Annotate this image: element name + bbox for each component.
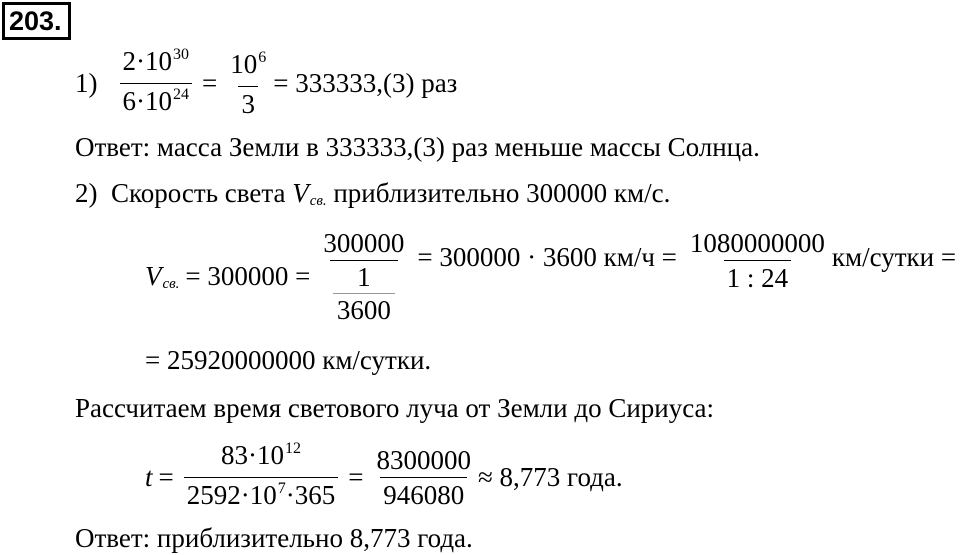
time-denominator-b: ·365: [285, 480, 336, 510]
complex-numerator: 300000: [323, 228, 405, 258]
time-denominator-2: 946080: [380, 477, 467, 512]
equals-sign: =: [202, 68, 218, 98]
eq-part-b: = 300000 · 3600 км/ч =: [417, 242, 677, 272]
speed-result: = 25920000000 км/сутки.: [145, 345, 432, 375]
time-numerator-2: 8300000: [376, 445, 471, 475]
time-equation: [145, 438, 623, 517]
frac2-num-exponent: 6: [258, 48, 267, 66]
fraction-simplified: [227, 47, 269, 121]
frac2-numerator: 10: [230, 48, 258, 79]
time-equals: =: [158, 462, 174, 492]
inner-denominator: 3600: [333, 293, 395, 326]
inner-fraction: [333, 261, 395, 326]
eq-v-subscript: св.: [162, 275, 180, 292]
time-approx-result: ≈ 8,773 года.: [477, 462, 623, 492]
answer-1: Ответ: масса Земли в 333333,(3) раз меньше массы Солнца.: [75, 132, 760, 162]
eq-tail: км/сутки =: [831, 242, 957, 272]
problem-number: 203.: [9, 6, 62, 36]
part1-result: = 333333,(3) раз: [273, 68, 458, 98]
part1-label: 1): [75, 68, 98, 98]
frac1-denominator: 6·10: [122, 86, 172, 116]
fraction-time: [184, 438, 339, 517]
inner-numerator: 1: [357, 262, 371, 292]
fraction-mass-ratio: [120, 44, 193, 123]
part1-equation: [75, 44, 457, 123]
per-day-numerator: 1080000000: [689, 228, 825, 258]
frac1-num-exponent: 30: [173, 46, 189, 63]
speed-equation: [145, 226, 956, 326]
answer-2: Ответ: приблизительно 8,773 года.: [75, 523, 473, 553]
v-subscript: св.: [309, 193, 327, 209]
eq-v-symbol: V: [145, 260, 162, 291]
frac1-numerator: 2·10: [122, 46, 172, 76]
per-day-denominator: 1 : 24: [724, 260, 792, 295]
time-num-exponent: 12: [285, 440, 301, 457]
fraction-time-simplified: [373, 443, 474, 512]
part2-intro-prefix: 2) Скорость света: [75, 178, 293, 208]
time-den-exponent: 7: [277, 480, 286, 497]
time-numerator: 83·10: [221, 440, 284, 470]
time-denominator-a: 2592·10: [186, 480, 277, 510]
frac1-den-exponent: 24: [173, 86, 189, 103]
v-symbol: V: [292, 178, 309, 208]
fraction-per-day: [687, 226, 828, 295]
eq-part-a: = 300000 =: [185, 260, 311, 291]
fraction-complex: [320, 226, 407, 326]
time-equals-2: =: [348, 462, 364, 492]
frac2-denominator: 3: [238, 86, 258, 121]
part2-intro-suffix: приблизительно 300000 км/с.: [326, 178, 671, 208]
part2-intro: [75, 178, 670, 209]
sirius-text: Рассчитаем время светового луча от Земли до Сириуса:: [75, 393, 715, 423]
problem-number-badge: [2, 2, 71, 40]
t-symbol: t: [145, 462, 153, 492]
